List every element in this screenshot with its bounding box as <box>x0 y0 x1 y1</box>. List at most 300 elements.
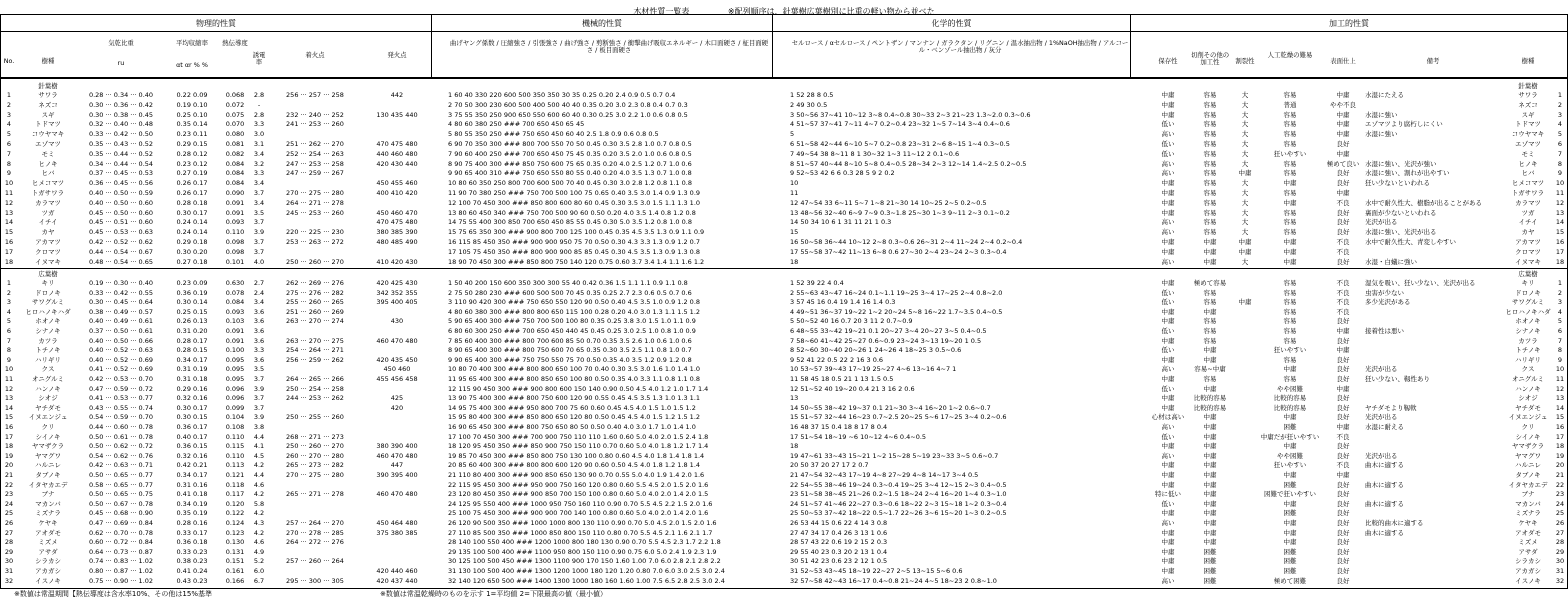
cell-fin: 良好 <box>1336 218 1350 227</box>
cell-fin: 不良 <box>1336 198 1350 207</box>
cell-sp: ケヤキ <box>38 519 58 527</box>
cell-mech: 7 85 60 400 300 ### 800 700 600 85 50 0.70 0.35 3.5 2.6 1.0 0.6 1.0 0.6 <box>448 336 692 345</box>
cell-sp: アカマツ <box>1515 238 1541 246</box>
cell-fire: 460 470 480 <box>376 451 418 460</box>
cell-mech: 13 80 60 450 340 ### 750 700 500 90 60 0.50 0.20 4.0 3.5 1.4 0.8 1.2 0.8 <box>448 208 696 217</box>
table-row <box>0 101 1568 109</box>
cell-dry: 容易 <box>1283 228 1297 237</box>
cell-dry: 困難で狂いやすい <box>1264 490 1316 499</box>
cell-fin: 良好 <box>1336 538 1350 547</box>
cell-cond: 3.7 <box>253 403 265 412</box>
section-processing <box>1130 14 1568 78</box>
cell-split: 大 <box>1241 130 1249 139</box>
cell-mech: 10 80 70 400 300 ### 800 800 650 100 70 0.40 0.30 3.5 3.0 1.6 1.0 1.4 1.0 <box>448 365 701 374</box>
cell-shr: 0.32 0.16 <box>176 394 208 403</box>
cell-dry: やや困難 <box>1277 384 1303 393</box>
cell-no: 3 <box>6 110 12 119</box>
cell-dur: 低い <box>1161 499 1175 508</box>
cell-dur: 中庸 <box>1161 317 1175 326</box>
cell-dry: 比較的容易 <box>1273 394 1307 403</box>
cell-fin: 良好 <box>1336 394 1350 403</box>
table-row <box>0 356 1568 364</box>
cell-shr: 0.42 0.21 <box>176 461 208 470</box>
cell-split: 大 <box>1241 198 1249 207</box>
cell-cond: 3.4 <box>253 198 265 207</box>
cell-fin: 良好 <box>1336 355 1350 364</box>
cell-no: 10 <box>1555 365 1565 374</box>
header-density: 気乾比重 <box>108 39 134 47</box>
cell-split: 大 <box>1241 218 1249 227</box>
cell-fin: 中庸 <box>1336 327 1350 335</box>
cell-therm: 0.166 <box>225 576 245 585</box>
cell-fire: 420 425 430 <box>376 279 418 287</box>
cell-dur: 中庸 <box>1161 480 1175 489</box>
cell-mech: 12 115 90 450 300 ### 900 800 600 150 140 0.90 0.50 4.5 4.0 1.2 1.0 1.7 1.4 <box>448 384 709 393</box>
cell-mach: 中庸 <box>1203 257 1217 266</box>
cell-mech: 8 90 65 400 300 ### 800 750 600 70 65 0.35 0.30 3.5 2.5 1.1 0.8 1.0 0.7 <box>448 346 692 355</box>
cell-sp: カツラ <box>38 336 58 345</box>
cell-therm: 0.121 <box>225 471 245 479</box>
cell-dur: 中庸 <box>1161 336 1175 345</box>
cell-mach: 中庸 <box>1203 480 1217 489</box>
cell-sp: キリ <box>41 279 55 287</box>
cell-sp: スギ <box>41 110 55 119</box>
cell-dur: 中庸 <box>1161 509 1175 518</box>
cell-sp: キリ <box>1521 279 1535 287</box>
header-chemical: セルロース / αセルロース / ペントザン / マンナン / ガラクタン / リグニン / 温水抽出物 / 1%NaOH抽出物 / アルコール・ベンゾール抽出物 / 灰分 <box>791 39 1129 54</box>
cell-dry: 中庸 <box>1283 519 1297 527</box>
cell-fin: 良好 <box>1336 509 1350 518</box>
cell-fire: 450 460 470 <box>376 208 418 217</box>
cell-no: 17 <box>1555 432 1565 441</box>
cell-cond: 4.2 <box>253 490 265 499</box>
cell-dens: 0.41 ··· 0.52 ··· 0.69 <box>88 365 154 374</box>
cell-dur: 中庸 <box>1161 238 1175 246</box>
cell-dens: 0.33 ··· 0.42 ··· 0.55 <box>88 288 154 297</box>
cell-rem: 水湿に耐える <box>1365 423 1404 431</box>
cell-mech: 16 115 85 450 350 ### 900 900 950 75 70 0.50 0.30 4.3 3.3 1.3 0.9 1.2 0.7 <box>448 238 701 246</box>
cell-sp: イスノキ <box>35 576 61 585</box>
cell-dur: 高い <box>1161 218 1175 227</box>
cell-fin: 不良 <box>1336 432 1350 441</box>
cell-split: 大 <box>1241 189 1249 197</box>
cell-sp: アサダ <box>1518 547 1538 556</box>
table-row <box>0 413 1568 421</box>
table-row <box>0 228 1568 236</box>
cell-sp: ホオノキ <box>35 317 61 326</box>
cell-mech: 2 75 50 280 230 ### 600 500 500 70 45 0.35 0.25 2.7 2.3 0.6 0.5 0.7 0.6 <box>448 288 692 297</box>
cell-chem: 5 50~52 40 16 0.7 20 3 11 2 0.7~0.9 <box>790 317 913 326</box>
cell-mech: 17 105 75 450 350 ### 800 900 900 85 85 0.45 0.30 4.5 3.5 1.3 0.9 1.3 0.8 <box>448 247 701 256</box>
cell-mach: 困難 <box>1203 576 1217 585</box>
cell-dens: 0.50 ··· 0.65 ··· 0.75 <box>88 490 154 499</box>
header-shrink: 平均収縮率 <box>176 39 208 47</box>
cell-rem: 曲木に適する <box>1365 499 1404 508</box>
cell-sp: カヤ <box>1521 228 1535 237</box>
cell-therm: 0.151 <box>225 557 245 566</box>
cell-no: 11 <box>4 189 14 197</box>
header-finish: 表面仕上 <box>1330 57 1356 65</box>
cell-sp: ツガ <box>41 208 55 217</box>
cell-sp: トチノキ <box>1515 346 1541 355</box>
cell-sp: スギ <box>1521 110 1535 119</box>
cell-fin: 良好 <box>1336 375 1350 383</box>
cell-dur: 低い <box>1161 140 1175 148</box>
cell-dry: 中庸 <box>1283 442 1297 451</box>
cell-no: 11 <box>1555 375 1565 383</box>
cell-sp: ハルニレ <box>1515 461 1541 470</box>
cell-sp: シラカシ <box>35 557 61 566</box>
cell-therm: 0.082 <box>225 149 245 158</box>
cell-sp: クロマツ <box>1515 247 1541 256</box>
cell-chem: 29 55 40 23 0.3 20 2 13 1 0.4 <box>790 547 888 556</box>
cell-shr: 0.24 0.14 <box>176 218 208 227</box>
cell-chem: 8 52~60 30~40 20~26 1 24~26 4 18~25 3 0.5~0.6 <box>790 346 962 355</box>
cell-mach: 困難 <box>1203 547 1217 556</box>
cell-therm: 0.098 <box>225 238 245 246</box>
cell-ign: 264 ··· 271 ··· 278 <box>286 198 344 207</box>
cell-no: 32 <box>4 576 14 585</box>
cell-sp: イタヤカエデ <box>1508 480 1548 489</box>
cell-chem: 12 47~54 33 6~11 5~7 1~8 21~30 14 10~25 2~5 0.2~0.5 <box>790 198 987 207</box>
cell-ign: 254 ··· 264 ··· 271 <box>286 346 344 355</box>
cell-chem: 18 <box>790 257 799 266</box>
cell-therm: 0.081 <box>225 140 245 148</box>
cell-mach: 容易 <box>1203 327 1217 335</box>
cell-dry: 狂いやすい <box>1273 346 1307 355</box>
cell-therm: 0.104 <box>225 413 245 422</box>
cell-fire: 455 456 458 <box>376 375 418 383</box>
cell-fire: 342 352 355 <box>376 288 418 297</box>
table-row <box>0 452 1568 460</box>
cell-dens: 0.45 ··· 0.51 ··· 0.60 <box>88 218 154 227</box>
table-row <box>0 111 1568 119</box>
cell-sp: クス <box>1521 365 1535 374</box>
cell-no: 5 <box>1557 317 1563 326</box>
cell-dur: 中庸 <box>1161 547 1175 556</box>
cell-cond: 2.4 <box>253 288 265 297</box>
cell-sp: トガサワラ <box>31 189 65 197</box>
cell-chem: 26 53 44 15 0.6 22 4 14 3 0.8 <box>790 519 888 527</box>
cell-shr: 0.35 0.19 <box>176 509 208 518</box>
cell-dry: 容易 <box>1283 307 1297 316</box>
cell-therm: 0.084 <box>225 298 245 307</box>
cell-fire: 450 460 <box>383 365 411 374</box>
cell-mach: 容易~中庸 <box>1194 365 1226 374</box>
cell-chem: 9 52~53 42 6 6 0.3 28 5 9 2 0.2 <box>790 169 895 178</box>
table-row <box>0 433 1568 441</box>
cell-sp: オニグルミ <box>1511 375 1545 383</box>
cell-fire: 420 <box>390 403 404 412</box>
cell-fire: 400 410 420 <box>376 189 418 197</box>
cell-fin: 不良 <box>1336 298 1350 307</box>
cell-therm: 0.130 <box>225 538 245 547</box>
cell-dur: 特に低い <box>1155 490 1181 499</box>
cell-cond: - <box>257 100 261 109</box>
cell-dry: 中庸 <box>1283 198 1297 207</box>
cell-ign: 252 ··· 254 ··· 263 <box>286 149 344 158</box>
cell-mach: 中庸 <box>1203 238 1217 246</box>
cell-no: 12 <box>4 198 14 207</box>
cell-sp: ミズナラ <box>1515 509 1541 518</box>
cell-chem: 7 58~60 41~42 25~27 0.6~0.9 23~24 3~13 19~20 1 0.5 <box>790 336 982 345</box>
cell-sp: トチノキ <box>35 346 61 355</box>
cell-dens: 0.38 ··· 0.49 ··· 0.57 <box>88 307 154 316</box>
cell-fin: 良好 <box>1336 499 1350 508</box>
cell-mech: 7 90 60 400 250 ### 700 650 450 75 45 0.35 0.20 3.5 2.0 1.0 0.6 0.8 0.5 <box>448 149 692 158</box>
header-drying: 人工乾燥の難易 <box>1267 51 1313 59</box>
table-row <box>0 91 1568 99</box>
cell-fire: 460 470 480 <box>376 490 418 499</box>
cell-sp: ブナ <box>1521 490 1535 499</box>
cell-cond: 3.3 <box>253 120 265 129</box>
cell-sp: アオダモ <box>35 528 61 537</box>
cell-dens: 0.42 ··· 0.52 ··· 0.62 <box>88 238 154 246</box>
cell-mach: 中庸 <box>1203 247 1217 256</box>
cell-split: 大 <box>1241 110 1249 119</box>
cell-rem: エゾマツより腐朽しにくい <box>1365 120 1443 129</box>
cell-fin: やや不良 <box>1330 100 1356 109</box>
table-row <box>0 317 1568 325</box>
cell-dens: 0.35 ··· 0.43 ··· 0.52 <box>88 140 154 148</box>
cell-split: 大 <box>1241 228 1249 237</box>
cell-no: 8 <box>6 159 12 168</box>
cell-sp: シオジ <box>1518 394 1538 403</box>
cell-dry: 困難 <box>1283 423 1297 431</box>
cell-sp: アカガシ <box>1515 567 1541 575</box>
cell-ign: 260 ··· 270 ··· 280 <box>286 451 344 460</box>
cell-dur: 高い <box>1161 159 1175 168</box>
cell-fin: 中庸 <box>1336 149 1350 158</box>
cell-therm: 0.090 <box>225 189 245 197</box>
cell-cond: 3.4 <box>253 149 265 158</box>
cell-shr: 0.31 0.18 <box>176 375 208 383</box>
table-row <box>0 567 1568 575</box>
cell-no: 21 <box>4 471 14 479</box>
cell-no: 22 <box>4 480 14 489</box>
cell-dens: 0.41 ··· 0.53 ··· 0.77 <box>88 394 154 403</box>
cell-therm: 0.078 <box>225 288 245 297</box>
cell-no: 26 <box>1555 519 1565 527</box>
cell-dry: 容易 <box>1283 140 1297 148</box>
cell-mach: 中庸 <box>1203 499 1217 508</box>
cell-mach: 中庸 <box>1203 413 1217 422</box>
cell-dens: 0.40 ··· 0.49 ··· 0.61 <box>88 317 154 326</box>
cell-therm: 0.098 <box>225 247 245 256</box>
cell-sp: オニグルミ <box>31 375 65 383</box>
cell-mach: 容易 <box>1203 120 1217 129</box>
cell-fin: 不良 <box>1336 238 1350 246</box>
cell-chem: 16 50~58 36~44 10~12 2~8 0.3~0.6 26~31 2~4 11~24 2~4 0.2~0.4 <box>790 238 1023 246</box>
cell-cond: 2.8 <box>253 110 265 119</box>
cell-dens: 0.42 ··· 0.53 ··· 0.70 <box>88 375 154 383</box>
cell-shr: 0.40 0.17 <box>176 432 208 441</box>
cell-mach: 中庸 <box>1203 355 1217 364</box>
header-mechanical: 曲げヤング係数 / 圧縮強さ / 引張強さ / 曲げ強さ / 剪断強さ / 衝撃曲げ吸収エネルギー / 木口面硬さ / 柾目面硬さ / 板目面硬さ <box>449 39 769 54</box>
cell-dens: 0.32 ··· 0.40 ··· 0.48 <box>88 120 154 129</box>
cell-no: 4 <box>1557 120 1563 129</box>
group-divider <box>0 268 1568 269</box>
cell-therm: 0.120 <box>225 499 245 508</box>
cell-mach: 容易 <box>1203 189 1217 197</box>
cell-fin: 極めて良い <box>1326 159 1360 168</box>
cell-chem: 4 49~51 36~37 19~22 1~2 20~24 5~8 16~22 1.7~3.5 0.4~0.5 <box>790 307 1003 316</box>
cell-split: 中庸 <box>1238 169 1252 178</box>
table-row <box>0 538 1568 546</box>
cell-no: 23 <box>4 490 14 499</box>
table-row <box>0 160 1568 168</box>
cell-dens: 0.45 ··· 0.50 ··· 0.60 <box>88 208 154 217</box>
cell-sp: タブノキ <box>1515 471 1541 479</box>
cell-dry: やや困難 <box>1277 451 1303 460</box>
cell-no: 9 <box>1557 355 1563 364</box>
cell-dur: 低い <box>1161 384 1175 393</box>
cell-fin: 良好 <box>1336 490 1350 499</box>
cell-dens: 0.42 ··· 0.63 ··· 0.71 <box>88 461 154 470</box>
cell-dens: 0.37 ··· 0.45 ··· 0.53 <box>88 169 154 178</box>
cell-sp: イヌマキ <box>35 257 61 266</box>
cell-dens: 0.37 ··· 0.50 ··· 0.61 <box>88 327 154 335</box>
cell-dur: 低い <box>1161 120 1175 129</box>
cell-no: 5 <box>6 130 12 139</box>
cell-no: 19 <box>4 451 14 460</box>
cell-fin: 良好 <box>1336 257 1350 266</box>
cell-dens: 0.62 ··· 0.70 ··· 0.78 <box>88 528 154 537</box>
cell-rem: 光沢が出る <box>1365 218 1398 227</box>
cell-sp: ネズコ <box>1518 100 1538 109</box>
cell-sp: カラマツ <box>35 198 61 207</box>
cell-no: 18 <box>1555 257 1565 266</box>
cell-no: 6 <box>1557 140 1563 148</box>
cell-mach: 比較的容易 <box>1193 403 1227 412</box>
section-chemical-label: 化学的性質 <box>773 15 1130 32</box>
cell-no: 24 <box>1555 499 1565 508</box>
cell-rem: 比較的曲木に適する <box>1365 519 1424 527</box>
cell-sp: イヌエンジュ <box>1508 413 1548 422</box>
cell-chem: 7 49~54 38 8~11 8 1 30~32 1~3 11~12 2 0.1~0.6 <box>790 149 960 158</box>
cell-cond: 5.8 <box>253 499 265 508</box>
cell-chem: 17 51~54 18~19 ~6 10~12 4~6 0.4~0.5 <box>790 432 927 441</box>
cell-mech: 20 85 60 400 300 ### 800 800 600 120 90 0.60 0.50 4.5 4.0 1.8 1.2 1.8 1.4 <box>448 461 701 470</box>
group-label-conifer-right: 針葉樹 <box>1518 82 1538 90</box>
cell-fin: 良好 <box>1336 557 1350 566</box>
cell-fin: 良好 <box>1336 228 1350 237</box>
cell-ign: 257 ··· 264 ··· 270 <box>286 519 344 527</box>
cell-rem: 光沢が出る <box>1365 365 1398 374</box>
header-durability: 保存性 <box>1158 57 1178 65</box>
cell-dens: 0.30 ··· 0.38 ··· 0.45 <box>88 110 154 119</box>
cell-cond: 4.6 <box>253 480 265 489</box>
cell-mach: 中庸 <box>1203 451 1217 460</box>
cell-dur: 中庸 <box>1161 442 1175 451</box>
table-row <box>0 375 1568 383</box>
cell-cond: 4.4 <box>253 432 265 441</box>
cell-dens: 0.54 ··· 0.59 ··· 0.70 <box>88 413 154 422</box>
cell-mech: 5 80 55 350 250 ### 750 650 450 60 40 2.5 1.8 0.9 0.6 0.8 0.5 <box>448 130 659 139</box>
cell-sp: ヒノキ <box>38 159 58 168</box>
cell-sp: エゾマツ <box>1515 140 1541 148</box>
cell-mach: 容易 <box>1203 179 1217 188</box>
cell-ign: 256 ··· 257 ··· 258 <box>286 91 344 99</box>
cell-fire: 440 460 480 <box>376 149 418 158</box>
cell-mech: 31 130 100 500 400 ### 1300 1200 1000 180 120 1.20 0.80 7.0 6.0 3.0 2.5 3.0 2.4 <box>448 567 725 575</box>
cell-no: 8 <box>6 346 12 355</box>
cell-dens: 0.47 ··· 0.69 ··· 0.84 <box>88 519 154 527</box>
cell-sp: ブナ <box>41 490 55 499</box>
cell-rem: 接着性は悪い <box>1365 327 1404 335</box>
cell-therm: 0.093 <box>225 307 245 316</box>
table-row <box>0 385 1568 393</box>
header-no: No. <box>3 57 15 65</box>
cell-sp: ヤチダモ <box>35 403 61 412</box>
cell-mech: 9 90 65 400 300 ### 750 750 550 75 70 0.50 0.35 4.0 3.5 1.2 0.9 1.2 0.8 <box>448 355 692 364</box>
cell-shr: 0.33 0.23 <box>176 547 208 556</box>
cell-dry: 容易 <box>1283 208 1297 217</box>
table-row <box>0 365 1568 373</box>
cell-fire: 390 395 400 <box>376 471 418 479</box>
table-row <box>0 289 1568 297</box>
cell-dur: 中庸 <box>1161 208 1175 217</box>
cell-dur: 中庸 <box>1161 307 1175 316</box>
cell-mach: 中庸 <box>1203 528 1217 537</box>
table-row <box>0 238 1568 246</box>
cell-cond: 4.4 <box>253 471 265 479</box>
cell-no: 20 <box>1555 461 1565 470</box>
cell-dens: 0.80 ··· 0.87 ··· 1.02 <box>88 567 154 575</box>
cell-fin: 良好 <box>1336 140 1350 148</box>
cell-dur: 中庸 <box>1161 538 1175 547</box>
table-row <box>0 394 1568 402</box>
cell-mach: 容易 <box>1203 159 1217 168</box>
cell-dens: 0.40 ··· 0.52 ··· 0.69 <box>88 355 154 364</box>
cell-fire: 447 <box>390 461 404 470</box>
cell-dens: 0.75 ··· 0.90 ··· 1.02 <box>88 576 154 585</box>
cell-no: 12 <box>1555 198 1565 207</box>
table-row <box>0 140 1568 148</box>
cell-sp: ヤマグワ <box>1515 451 1541 460</box>
cell-shr: 0.28 0.15 <box>176 346 208 355</box>
cell-cond: 3.1 <box>253 140 265 148</box>
cell-chem: 4 51~57 37~41 7~11 4~7 0.2~0.4 23~32 1~5 7~14 3~4 0.4~0.6 <box>790 120 1010 129</box>
cell-dur: 中庸 <box>1161 355 1175 364</box>
cell-shr: 0.28 0.16 <box>176 519 208 527</box>
cell-dry: 普通 <box>1283 100 1297 109</box>
cell-shr: 0.19 0.10 <box>176 100 208 109</box>
table-row <box>0 442 1568 450</box>
cell-mech: 3 110 90 420 300 ### 750 650 550 120 90 0.50 0.40 4.5 3.5 1.0 0.9 1.2 0.8 <box>448 298 701 307</box>
cell-mach: 比較的容易 <box>1193 394 1227 403</box>
cell-fin: 良好 <box>1336 528 1350 537</box>
cell-fin: 中庸 <box>1336 471 1350 479</box>
table-row <box>0 279 1568 287</box>
cell-sp: コウヤマキ <box>31 130 65 139</box>
cell-dur: 中庸 <box>1161 528 1175 537</box>
cell-dens: 0.50 ··· 0.61 ··· 0.78 <box>88 432 154 441</box>
cell-cond: 3.6 <box>253 317 265 326</box>
cell-no: 27 <box>1555 528 1565 537</box>
cell-dry: 中庸 <box>1283 247 1297 256</box>
table-row <box>0 337 1568 345</box>
table-row <box>0 490 1568 498</box>
cell-therm: 0.084 <box>225 159 245 168</box>
cell-dry: 中庸 <box>1283 365 1297 374</box>
cell-fire: 130 435 440 <box>376 110 418 119</box>
cell-ign: 251 ··· 262 ··· 270 <box>286 140 344 148</box>
cell-dens: 0.48 ··· 0.54 ··· 0.65 <box>88 257 154 266</box>
cell-split: 中庸 <box>1238 298 1252 307</box>
cell-sp: ヤマザクラ <box>1511 442 1545 451</box>
cell-shr: 0.30 0.20 <box>176 247 208 256</box>
